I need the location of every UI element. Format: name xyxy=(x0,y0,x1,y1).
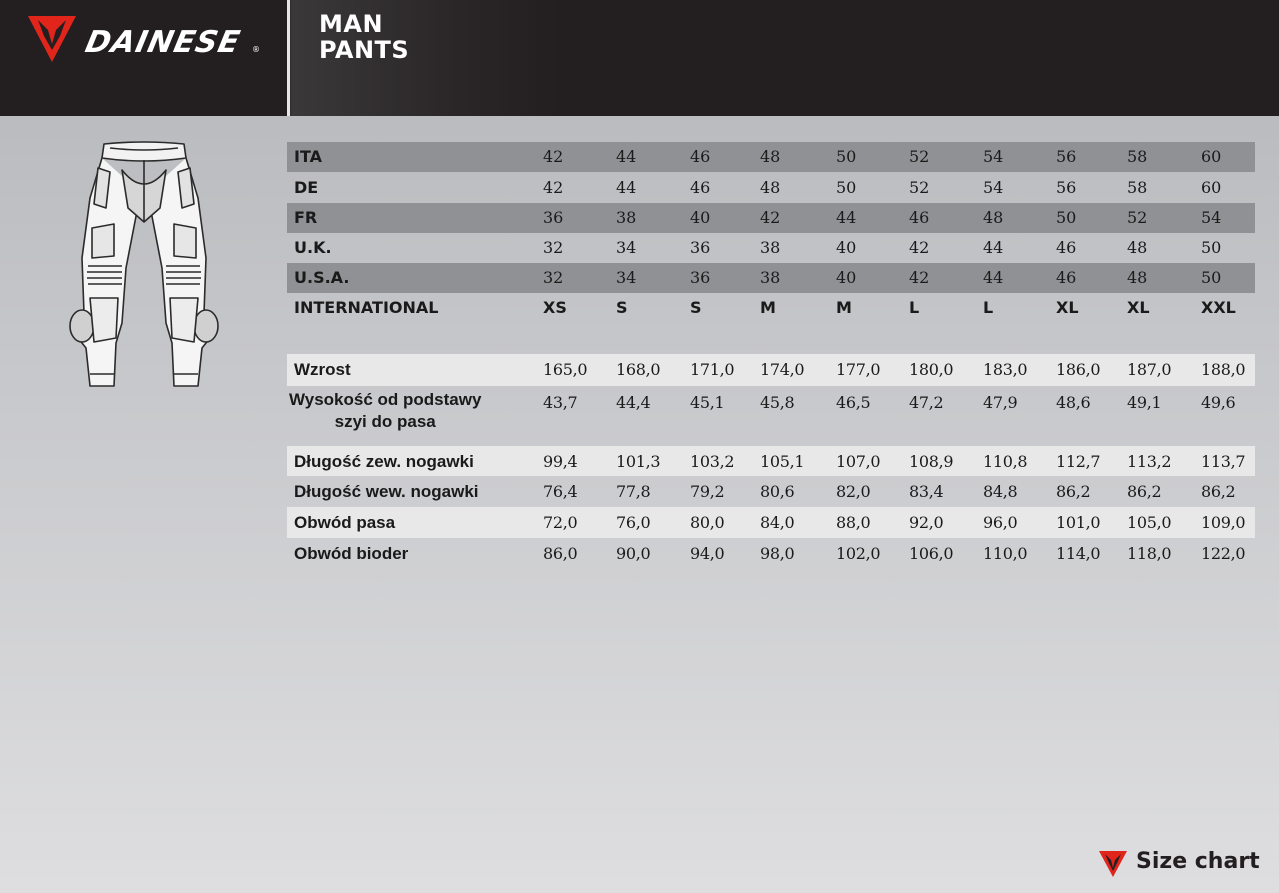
header-bar xyxy=(0,0,1279,116)
table-cell: 165,0 xyxy=(543,360,588,379)
table-cell: 72,0 xyxy=(543,513,578,532)
table-cell: 113,2 xyxy=(1127,452,1172,471)
table-cell: 48 xyxy=(760,178,781,197)
table-cell: 46 xyxy=(1056,238,1077,257)
table-cell: 186,0 xyxy=(1056,360,1101,379)
table-cell: 42 xyxy=(909,238,930,257)
table-cell: 38 xyxy=(760,238,781,257)
row-label: U.S.A. xyxy=(294,268,350,287)
table-cell: 45,8 xyxy=(760,393,795,412)
table-cell: S xyxy=(616,298,628,317)
table-cell: 105,1 xyxy=(760,452,805,471)
table-cell: 108,9 xyxy=(909,452,954,471)
table-cell: 48 xyxy=(760,147,781,166)
table-cell: M xyxy=(836,298,852,317)
table-cell: 46 xyxy=(690,147,711,166)
table-cell: 183,0 xyxy=(983,360,1028,379)
table-cell: 180,0 xyxy=(909,360,954,379)
table-cell: 34 xyxy=(616,268,637,287)
dainese-logo xyxy=(26,14,266,66)
table-cell: 44 xyxy=(983,268,1004,287)
table-cell: 98,0 xyxy=(760,544,795,563)
table-cell: 32 xyxy=(543,268,564,287)
table-cell: 84,8 xyxy=(983,482,1018,501)
table-cell: 52 xyxy=(909,178,930,197)
table-cell: 107,0 xyxy=(836,452,881,471)
table-row xyxy=(287,476,1255,506)
table-cell: 40 xyxy=(690,208,711,227)
table-cell: 54 xyxy=(983,178,1004,197)
table-cell: 46 xyxy=(909,208,930,227)
table-cell: 92,0 xyxy=(909,513,944,532)
table-cell: 52 xyxy=(1127,208,1148,227)
row-label: U.K. xyxy=(294,238,332,257)
table-cell: XS xyxy=(543,298,567,317)
table-cell: 56 xyxy=(1056,147,1077,166)
table-row xyxy=(287,142,1255,172)
svg-text:DAINESE: DAINESE xyxy=(82,25,244,60)
table-cell: 122,0 xyxy=(1201,544,1246,563)
table-cell: 168,0 xyxy=(616,360,661,379)
header-divider xyxy=(287,0,290,116)
table-row xyxy=(287,446,1255,476)
table-cell: 36 xyxy=(690,268,711,287)
row-label xyxy=(289,389,481,433)
table-cell: 47,2 xyxy=(909,393,944,412)
row-label-line: szyi do pasa xyxy=(334,412,436,431)
table-cell: 90,0 xyxy=(616,544,651,563)
table-cell: 48,6 xyxy=(1056,393,1091,412)
table-cell: 188,0 xyxy=(1201,360,1246,379)
pants-icon xyxy=(64,138,224,390)
table-cell: 102,0 xyxy=(836,544,881,563)
table-cell: 187,0 xyxy=(1127,360,1172,379)
table-row xyxy=(287,173,1255,203)
row-label: ITA xyxy=(294,147,323,166)
table-cell: 42 xyxy=(543,147,564,166)
table-cell: 56 xyxy=(1056,178,1077,197)
table-row xyxy=(287,233,1255,263)
table-cell: 38 xyxy=(760,268,781,287)
table-cell: 76,0 xyxy=(616,513,651,532)
table-cell: 43,7 xyxy=(543,393,578,412)
svg-text:®: ® xyxy=(252,45,260,54)
table-cell: 47,9 xyxy=(983,393,1018,412)
table-cell: 49,1 xyxy=(1127,393,1162,412)
table-row xyxy=(287,387,1255,445)
table-cell: 40 xyxy=(836,238,857,257)
table-cell: 50 xyxy=(836,178,857,197)
table-cell: S xyxy=(690,298,702,317)
table-cell: 171,0 xyxy=(690,360,735,379)
table-cell: 94,0 xyxy=(690,544,725,563)
table-cell: 106,0 xyxy=(909,544,954,563)
row-label: Długość zew. nogawki xyxy=(294,452,474,471)
table-cell: 38 xyxy=(616,208,637,227)
row-label: DE xyxy=(294,178,319,197)
table-row xyxy=(287,354,1255,386)
table-cell: M xyxy=(760,298,776,317)
table-cell: 36 xyxy=(543,208,564,227)
table-cell: 114,0 xyxy=(1056,544,1101,563)
table-cell: L xyxy=(909,298,920,317)
table-cell: 44 xyxy=(616,147,637,166)
table-cell: XL xyxy=(1056,298,1079,317)
table-cell: 82,0 xyxy=(836,482,871,501)
table-cell: 79,2 xyxy=(690,482,725,501)
table-cell: L xyxy=(983,298,994,317)
table-cell: 80,0 xyxy=(690,513,725,532)
table-cell: 46 xyxy=(1056,268,1077,287)
size-chart-footer xyxy=(1098,848,1258,880)
table-cell: 109,0 xyxy=(1201,513,1246,532)
table-cell: 50 xyxy=(836,147,857,166)
table-cell: 42 xyxy=(909,268,930,287)
table-cell: 99,4 xyxy=(543,452,578,471)
table-cell: 54 xyxy=(1201,208,1222,227)
table-cell: 118,0 xyxy=(1127,544,1172,563)
table-cell: 112,7 xyxy=(1056,452,1101,471)
row-label: INTERNATIONAL xyxy=(294,298,439,317)
table-cell: 40 xyxy=(836,268,857,287)
row-label-line: Wysokość od podstawy xyxy=(289,390,482,409)
table-cell: 80,6 xyxy=(760,482,795,501)
table-cell: 86,2 xyxy=(1201,482,1236,501)
table-cell: 36 xyxy=(690,238,711,257)
table-row xyxy=(287,507,1255,538)
table-cell: 48 xyxy=(983,208,1004,227)
table-cell: 44 xyxy=(616,178,637,197)
table-cell: 88,0 xyxy=(836,513,871,532)
table-cell: XL xyxy=(1127,298,1150,317)
table-cell: 58 xyxy=(1127,178,1148,197)
table-cell: 44 xyxy=(836,208,857,227)
table-cell: 110,0 xyxy=(983,544,1028,563)
table-cell: 34 xyxy=(616,238,637,257)
table-cell: 54 xyxy=(983,147,1004,166)
table-cell: 50 xyxy=(1201,268,1222,287)
table-cell: 110,8 xyxy=(983,452,1028,471)
table-row xyxy=(287,293,1255,323)
table-cell: 86,0 xyxy=(543,544,578,563)
table-cell: 60 xyxy=(1201,178,1222,197)
table-cell: 58 xyxy=(1127,147,1148,166)
table-cell: 60 xyxy=(1201,147,1222,166)
table-cell: 96,0 xyxy=(983,513,1018,532)
table-cell: XXL xyxy=(1201,298,1236,317)
table-cell: 46 xyxy=(690,178,711,197)
table-cell: 83,4 xyxy=(909,482,944,501)
row-label: Obwód pasa xyxy=(294,513,396,532)
dainese-shield-icon xyxy=(1098,850,1128,878)
table-cell: 77,8 xyxy=(616,482,651,501)
table-cell: 103,2 xyxy=(690,452,735,471)
table-cell: 177,0 xyxy=(836,360,881,379)
gender-title: MAN xyxy=(319,10,384,38)
table-cell: 101,0 xyxy=(1056,513,1101,532)
row-label: Obwód bioder xyxy=(294,544,409,563)
footer-label: Size chart xyxy=(1136,849,1260,874)
table-cell: 174,0 xyxy=(760,360,805,379)
row-label: Długość wew. nogawki xyxy=(294,482,479,501)
table-cell: 52 xyxy=(909,147,930,166)
table-cell: 50 xyxy=(1056,208,1077,227)
table-cell: 113,7 xyxy=(1201,452,1246,471)
table-cell: 84,0 xyxy=(760,513,795,532)
table-cell: 44 xyxy=(983,238,1004,257)
table-cell: 45,1 xyxy=(690,393,725,412)
table-cell: 32 xyxy=(543,238,564,257)
product-title: PANTS xyxy=(319,36,410,64)
table-cell: 105,0 xyxy=(1127,513,1172,532)
table-cell: 86,2 xyxy=(1056,482,1091,501)
row-label: Wzrost xyxy=(294,360,351,379)
table-row xyxy=(287,263,1255,293)
table-cell: 44,4 xyxy=(616,393,651,412)
table-row xyxy=(287,538,1255,568)
table-cell: 101,3 xyxy=(616,452,661,471)
table-cell: 46,5 xyxy=(836,393,871,412)
table-cell: 42 xyxy=(543,178,564,197)
table-cell: 42 xyxy=(760,208,781,227)
row-label: FR xyxy=(294,208,318,227)
table-cell: 50 xyxy=(1201,238,1222,257)
table-cell: 86,2 xyxy=(1127,482,1162,501)
table-cell: 49,6 xyxy=(1201,393,1236,412)
table-cell: 48 xyxy=(1127,268,1148,287)
table-cell: 48 xyxy=(1127,238,1148,257)
table-cell: 76,4 xyxy=(543,482,578,501)
table-row xyxy=(287,203,1255,233)
